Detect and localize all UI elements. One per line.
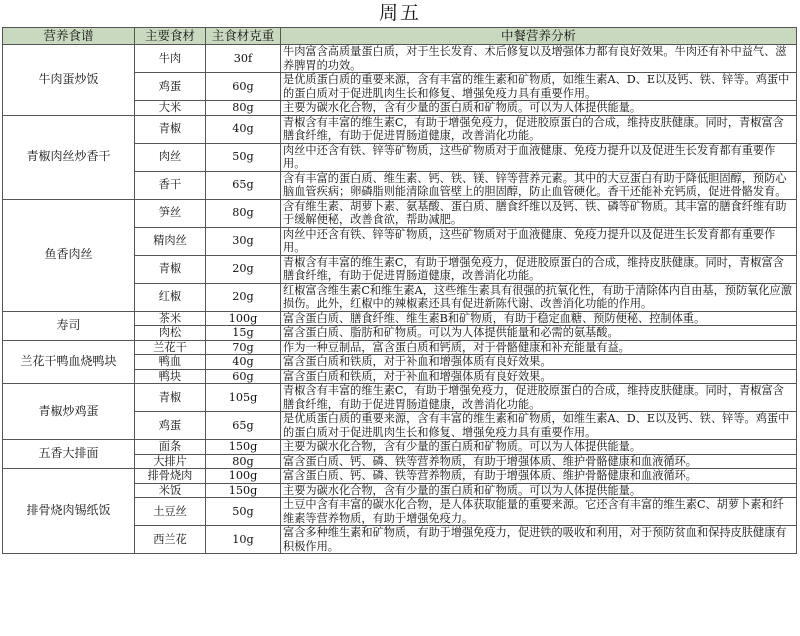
ingredient-weight: 40g <box>206 115 281 143</box>
ingredient-weight: 60g <box>206 369 281 384</box>
nutrition-analysis: 富含蛋白质、钙、磷、铁等营养物质，有助于增强体质、维护骨骼健康和血液循环。 <box>281 454 797 469</box>
table-row <box>3 311 797 326</box>
table-row <box>3 199 797 227</box>
nutrition-analysis: 主要为碳水化合物，含有少量的蛋白质和矿物质。可以为人体提供能量。 <box>281 440 797 455</box>
nutrition-table <box>2 27 797 554</box>
ingredient-name: 牛肉 <box>135 45 206 73</box>
nutrition-analysis: 作为一种豆制品，富含蛋白质和钙质，对于骨骼健康和补充能量有益。 <box>281 340 797 355</box>
ingredient-weight: 60g <box>206 73 281 101</box>
nutrition-analysis: 是优质蛋白质的重要来源，含有丰富的维生素和矿物质，如维生素A、D、E以及钙、铁、锌等。鸡蛋中的蛋白质对于促进肌肉生长和修复、增强免疫力具有重要作用。 <box>281 412 797 440</box>
dish-name: 鱼香肉丝 <box>3 199 135 311</box>
ingredient-name: 大排片 <box>135 454 206 469</box>
ingredient-weight: 65g <box>206 171 281 199</box>
ingredient-name: 米饭 <box>135 483 206 498</box>
nutrition-analysis: 含有维生素、胡萝卜素、氨基酸、蛋白质、膳食纤维以及钙、铁、磷等矿物质。其丰富的膳食纤维有助于缓解便秘，改善食欲，帮助减肥。 <box>281 199 797 227</box>
table-row <box>3 384 797 412</box>
dish-name: 牛肉蛋炒饭 <box>3 45 135 116</box>
ingredient-weight: 100g <box>206 311 281 326</box>
dish-name: 寿司 <box>3 311 135 340</box>
nutrition-analysis: 含有丰富的蛋白质、维生素、钙、铁、镁、锌等营养元素。其中的大豆蛋白有助于降低胆固醇，预防心脑血管疾病；卵磷脂则能清除血管壁上的胆固醇，防止血管硬化。香干还能补充钙质，促进骨骼发育。 <box>281 171 797 199</box>
column-header-analysis: 中餐营养分析 <box>281 28 797 45</box>
table-row <box>3 340 797 355</box>
ingredient-name: 笋丝 <box>135 199 206 227</box>
nutrition-analysis: 主要为碳水化合物，含有少量的蛋白质和矿物质。可以为人体提供能量。 <box>281 101 797 116</box>
ingredient-name: 土豆丝 <box>135 498 206 526</box>
nutrition-analysis: 肉丝中还含有铁、锌等矿物质，这些矿物质对于血液健康、免疫力提升以及促进生长发育都有重要作用。 <box>281 143 797 171</box>
ingredient-weight: 65g <box>206 412 281 440</box>
nutrition-analysis: 富含蛋白质、膳食纤维、维生素B和矿物质，有助于稳定血糖、预防便秘、控制体重。 <box>281 311 797 326</box>
table-row <box>3 440 797 455</box>
nutrition-analysis: 富含蛋白质和铁质，对于补血和增强体质有良好效果。 <box>281 369 797 384</box>
ingredient-name: 青椒 <box>135 115 206 143</box>
ingredient-weight: 70g <box>206 340 281 355</box>
ingredient-weight: 80g <box>206 199 281 227</box>
ingredient-weight: 40g <box>206 355 281 370</box>
ingredient-name: 面条 <box>135 440 206 455</box>
dish-name: 五香大排面 <box>3 440 135 469</box>
column-header-recipe: 营养食谱 <box>3 28 135 45</box>
nutrition-analysis: 主要为碳水化合物，含有少量的蛋白质和矿物质。可以为人体提供能量。 <box>281 483 797 498</box>
dish-name: 兰花干鸭血烧鸭块 <box>3 340 135 384</box>
nutrition-analysis: 富含多种维生素和矿物质，有助于增强免疫力，促进铁的吸收和利用，对于预防贫血和保持皮肤健康有积极作用。 <box>281 526 797 554</box>
ingredient-name: 排骨烧肉 <box>135 469 206 484</box>
ingredient-weight: 10g <box>206 526 281 554</box>
ingredient-weight: 100g <box>206 469 281 484</box>
ingredient-name: 茶米 <box>135 311 206 326</box>
dish-name: 青椒炒鸡蛋 <box>3 384 135 440</box>
table-row <box>3 45 797 73</box>
ingredient-weight: 50g <box>206 143 281 171</box>
ingredient-weight: 150g <box>206 440 281 455</box>
table-row <box>3 115 797 143</box>
ingredient-weight: 80g <box>206 101 281 116</box>
ingredient-name: 肉丝 <box>135 143 206 171</box>
nutrition-analysis: 是优质蛋白质的重要来源，含有丰富的维生素和矿物质，如维生素A、D、E以及钙、铁、锌等。鸡蛋中的蛋白质对于促进肌肉生长和修复、增强免疫力具有重要作用。 <box>281 73 797 101</box>
nutrition-analysis: 青椒含有丰富的维生素C，有助于增强免疫力，促进胶原蛋白的合成，维持皮肤健康。同时，青椒富含膳食纤维，有助于促进胃肠道健康，改善消化功能。 <box>281 255 797 283</box>
nutrition-analysis: 富含蛋白质和铁质，对于补血和增强体质有良好效果。 <box>281 355 797 370</box>
ingredient-name: 大米 <box>135 101 206 116</box>
nutrition-analysis: 青椒含有丰富的维生素C，有助于增强免疫力，促进胶原蛋白的合成，维持皮肤健康。同时，青椒富含膳食纤维，有助于促进胃肠道健康，改善消化功能。 <box>281 115 797 143</box>
ingredient-weight: 105g <box>206 384 281 412</box>
ingredient-name: 西兰花 <box>135 526 206 554</box>
nutrition-analysis: 土豆中含有丰富的碳水化合物，是人体获取能量的重要来源。它还含有丰富的维生素C、胡萝卜素和纤维素等营养物质，有助于增强免疫力。 <box>281 498 797 526</box>
ingredient-weight: 30f <box>206 45 281 73</box>
ingredient-weight: 80g <box>206 454 281 469</box>
ingredient-weight: 150g <box>206 483 281 498</box>
ingredient-weight: 15g <box>206 326 281 341</box>
dish-name: 青椒肉丝炒香干 <box>3 115 135 199</box>
ingredient-name: 青椒 <box>135 255 206 283</box>
ingredient-weight: 50g <box>206 498 281 526</box>
ingredient-weight: 20g <box>206 255 281 283</box>
ingredient-name: 鸭块 <box>135 369 206 384</box>
ingredient-name: 精肉丝 <box>135 227 206 255</box>
table-body <box>3 45 797 554</box>
nutrition-analysis: 肉丝中还含有铁、锌等矿物质，这些矿物质对于血液健康、免疫力提升以及促进生长发育都有重要作用。 <box>281 227 797 255</box>
ingredient-name: 鸡蛋 <box>135 412 206 440</box>
table-row <box>3 469 797 484</box>
column-header-ingredient: 主要食材 <box>135 28 206 45</box>
ingredient-weight: 20g <box>206 283 281 311</box>
nutrition-analysis: 红椒富含维生素C和维生素A，这些维生素具有很强的抗氧化性，有助于清除体内自由基，预防氧化应激损伤。此外，红椒中的辣椒素还具有促进新陈代谢、改善消化功能的作用。 <box>281 283 797 311</box>
nutrition-analysis: 富含蛋白质、脂肪和矿物质。可以为人体提供能量和必需的氨基酸。 <box>281 326 797 341</box>
ingredient-name: 香干 <box>135 171 206 199</box>
ingredient-weight: 30g <box>206 227 281 255</box>
ingredient-name: 肉松 <box>135 326 206 341</box>
ingredient-name: 兰花干 <box>135 340 206 355</box>
ingredient-name: 青椒 <box>135 384 206 412</box>
ingredient-name: 红椒 <box>135 283 206 311</box>
ingredient-name: 鸭血 <box>135 355 206 370</box>
nutrition-analysis: 青椒含有丰富的维生素C，有助于增强免疫力，促进胶原蛋白的合成，维持皮肤健康。同时，青椒富含膳食纤维，有助于促进胃肠道健康，改善消化功能。 <box>281 384 797 412</box>
column-header-weight: 主食材克重 <box>206 28 281 45</box>
page-title: 周五 <box>378 2 421 24</box>
ingredient-name: 鸡蛋 <box>135 73 206 101</box>
nutrition-analysis: 牛肉富含高质量蛋白质，对于生长发育、术后修复以及增强体力都有良好效果。牛肉还有补中益气、滋养脾胃的功效。 <box>281 45 797 73</box>
nutrition-analysis: 富含蛋白质、钙、磷、铁等营养物质，有助于增强体质、维护骨骼健康和血液循环。 <box>281 469 797 484</box>
dish-name: 排骨烧肉锡纸饭 <box>3 469 135 554</box>
header-row <box>3 28 797 45</box>
